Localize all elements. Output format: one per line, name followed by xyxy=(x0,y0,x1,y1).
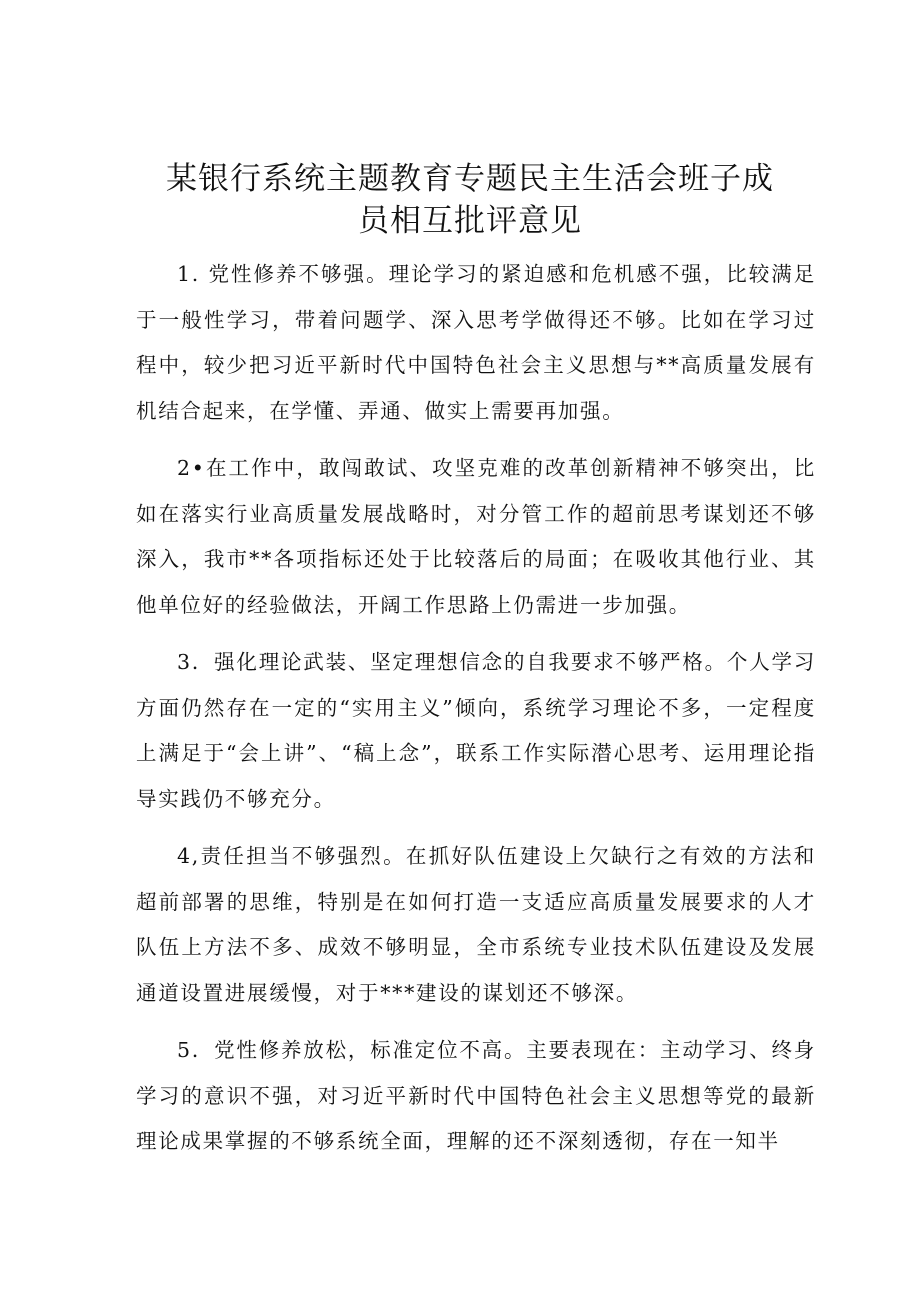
page-title xyxy=(120,158,820,242)
title-line-1: 某银行系统主题教育专题民主生活会班子成 xyxy=(166,161,774,197)
paragraph-2: 2•在工作中，敢闯敢试、攻坚克难的改革创新精神不够突出，比如在落实行业高质量发展战略时，对分管工作的超前思考谋划还不够深入，我市**各项指标还处于比较落后的局面；在吸收其他行业、其他单位好的经验做法，开阔工作思路上仍需进一步加强。 xyxy=(136,456,816,617)
paragraph-5: 5．党性修养放松，标准定位不高。主要表现在：主动学习、终身学习的意识不强，对习近平新时代中国特色社会主义思想等党的最新理论成果掌握的不够系统全面，理解的还不深刻透彻，存在一知半 xyxy=(136,1038,816,1153)
paragraph-1: 1. 党性修养不够强。理论学习的紧迫感和危机感不强，比较满足于一般性学习，带着问题学、深入思考学做得还不够。比如在学习过程中，较少把习近平新时代中国特色社会主义思想与**高质量发展有机结合起来，在学懂、弄通、做实上需要再加强。 xyxy=(136,262,816,423)
paragraph-3: 3．强化理论武装、坚定理想信念的自我要求不够严格。个人学习方面仍然存在一定的“实用主义”倾向，系统学习理论不多，一定程度上满足于“会上讲”、“稿上念”，联系工作实际潜心思考、运用理论指导实践仍不够充分。 xyxy=(136,650,816,811)
document-body xyxy=(136,252,816,1177)
paragraph-4: 4,责任担当不够强烈。在抓好队伍建设上欠缺行之有效的方法和超前部署的思维，特别是在如何打造一支适应高质量发展要求的人才队伍上方法不多、成效不够明显，全市系统专业技术队伍建设及发展通道设置进展缓慢，对于***建设的谋划还不够深。 xyxy=(136,844,816,1005)
title-line-2: 员相互批评意见 xyxy=(358,203,582,239)
